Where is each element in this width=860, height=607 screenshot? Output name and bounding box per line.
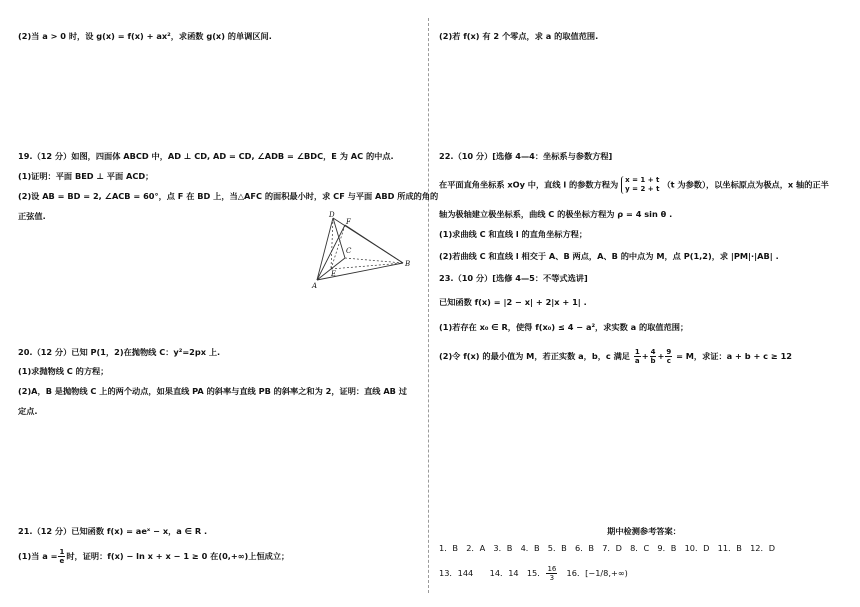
q19-part2-line1: (2)设 AB = BD = 2, ∠ACB = 60°，点 F 在 BD 上，当△AFC 的面积最小时，求 CF 与平面 ABD 所成的角的: [18, 191, 439, 201]
q22-part1: (1)求曲线 C 和直线 l 的直角坐标方程；: [439, 229, 588, 239]
answer15-num: 16: [547, 565, 557, 573]
q20-part1: (1)求抛物线 C 的方程；: [18, 366, 109, 376]
answers-line1: 1．B 2．A 3．B 4．B 5．B 6．B 7．D 8．C 9．B 10．D 11．B 12．D: [439, 543, 776, 553]
q23-frac1-num: 1: [634, 348, 640, 356]
q22-param-x: x = 1 + t: [625, 176, 660, 184]
label-c: C: [346, 247, 352, 255]
q22-part2: (2)若曲线 C 和直线 l 相交于 A、B 两点，A、B 的中点为 M，点 P(1,2)，求 |PM|·|AB| .: [439, 251, 779, 261]
q22-text1: [439, 176, 829, 194]
q20-part2-line2: 定点.: [18, 406, 38, 416]
q21-frac-den: e: [59, 557, 65, 565]
q19-part1: (1)证明：平面 BED ⊥ 平面 ACD；: [18, 171, 154, 181]
q23-frac3: [665, 348, 672, 365]
q21-fraction: [58, 548, 65, 565]
q23-part2-prefix: (2)令 f(x) 的最小值为 M，若正实数 a，b，c 满足: [439, 351, 630, 361]
q23-frac3-den: c: [666, 357, 671, 365]
answer15-den: 3: [549, 574, 555, 582]
label-f: F: [346, 218, 351, 226]
q21-title: 21.（12 分）已知函数 f(x) = aeˣ − x，a ∈ R .: [18, 526, 208, 536]
q23-frac1-den: a: [634, 357, 640, 365]
label-a: A: [312, 282, 318, 290]
q21-frac-num: 1: [59, 548, 65, 556]
q20-part2-line1: (2)A，B 是抛物线 C 上的两个动点，如果直线 PA 的斜率与直线 PB 的斜率之和为 2，证明：直线 AB 过: [18, 386, 407, 396]
q22-param-system: [621, 176, 659, 194]
q23-given: 已知函数 f(x) = |2 − x| + 2|x + 1| .: [439, 297, 587, 307]
q23-title: 23.（10 分）[选修 4—5：不等式选讲]: [439, 273, 588, 283]
column-divider: [428, 18, 429, 593]
q21-part1-prefix: (1)当 a =: [18, 551, 58, 561]
q22-param-y: y = 2 + t: [625, 185, 660, 193]
q23-part2-eq: = M，求证：a + b + c ≥ 12: [676, 351, 792, 361]
q19-title: 19.（12 分）如图，四面体 ABCD 中，AD ⊥ CD, AD = CD, ∠ADB = ∠BDC，E 为 AC 的中点.: [18, 151, 394, 161]
answers-line2-prefix: 13．144 14．14 15．: [439, 568, 546, 578]
q23-part1: (1)若存在 x₀ ∈ R，使得 f(x₀) ≤ 4 − a²，求实数 a 的取值范围；: [439, 322, 689, 332]
q23-frac3-num: 9: [666, 348, 672, 356]
q21-part1: [18, 548, 289, 565]
q23-frac2: [650, 348, 657, 365]
tetrahedron-figure: [305, 208, 415, 290]
label-d: D: [329, 211, 335, 219]
q18-part2: (2)当 a > 0 时，设 g(x) = f(x) + ax²，求函数 g(x) 的单调区间.: [18, 31, 272, 41]
q23-part2: (2)令 f(x) 的最小值为 M，若正实数 a，b，c 满足 $\frac{1}{a}$ + $\frac{4}{b}$ + $\frac{9}{c}$ = M，求证：a + b + c ≥ 12: [439, 348, 792, 365]
q21-part1-suffix: 时，证明：f(x) − ln x + x − 1 ≥ 0 在(0,+∞)上恒成立；: [66, 551, 290, 561]
q23-frac1: [634, 348, 641, 365]
q19-part2-line2: 正弦值.: [18, 211, 46, 221]
answer16: [−1/8,+∞): [585, 568, 628, 578]
answers-line2-mid: 16．: [558, 568, 586, 578]
answer15-fraction: [546, 565, 557, 582]
q23-frac2-den: b: [650, 357, 656, 365]
q21-part2: (2)若 f(x) 有 2 个零点，求 a 的取值范围.: [439, 31, 599, 41]
q22-text1-prefix: 在平面直角坐标系 xOy 中，直线 l 的参数方程为: [439, 179, 619, 190]
label-e: E: [331, 270, 337, 278]
answers-line2: [439, 565, 628, 582]
q22-text1-suffix: （t 为参数），以坐标原点为极点，x 轴的正半: [662, 179, 829, 190]
q22-text2: 轴为极轴建立极坐标系，曲线 C 的极坐标方程为 ρ = 4 sin θ .: [439, 209, 673, 219]
label-b: B: [405, 260, 411, 268]
q22-title: 22.（10 分）[选修 4—4：坐标系与参数方程]: [439, 151, 613, 161]
answers-title: 期中检测参考答案：: [607, 526, 681, 536]
q23-frac2-num: 4: [650, 348, 656, 356]
q20-title: 20.（12 分）已知 P(1，2)在抛物线 C：y²=2px 上.: [18, 347, 221, 357]
